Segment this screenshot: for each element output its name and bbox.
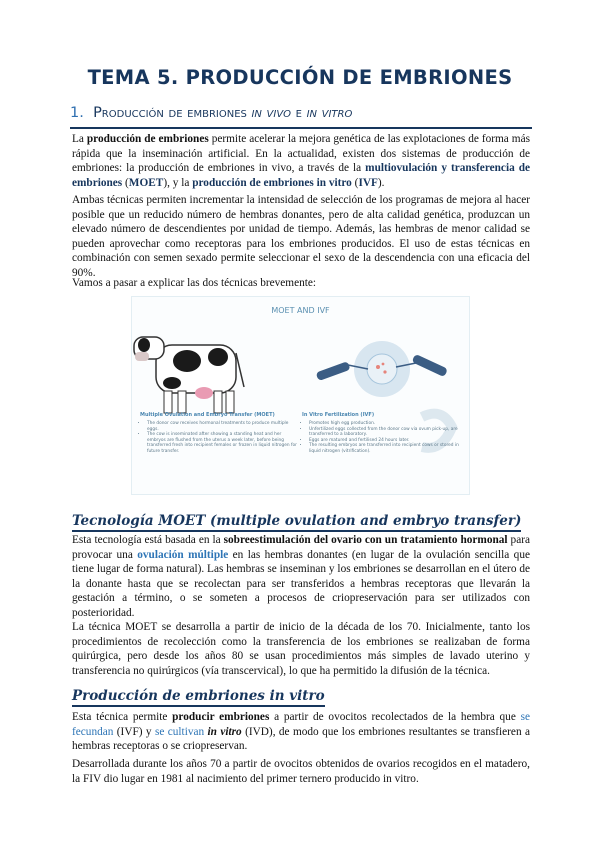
list-item: • Eggs are matured and fertilised 24 hours later. xyxy=(309,438,459,444)
list-item: • Promotes high egg production. xyxy=(309,421,459,427)
moet-list xyxy=(140,421,297,455)
text: ), y la xyxy=(163,176,193,189)
heading-text: Producción de embriones in vitro xyxy=(72,688,325,704)
section-heading-italic-1: in vivo xyxy=(251,105,292,121)
text: Esta tecnología está basada en la xyxy=(72,534,224,546)
paragraph-in-vitro xyxy=(72,710,530,754)
abbr-ivf: IVF xyxy=(358,176,378,189)
text: para provocar una xyxy=(72,534,530,561)
moet-ivf-figure xyxy=(131,296,470,495)
section-number: 1. xyxy=(70,105,84,121)
list-item: • The donor cow receives hormonal treatments to produce multiple eggs. xyxy=(147,421,297,432)
abbr-moet: MOET xyxy=(128,176,164,189)
text: (IVD), de modo que los embriones resultantes se transfieren a hembras receptoras o se criopreservan. xyxy=(72,725,530,753)
paragraph-benefits: Ambas técnicas permiten incrementar la intensidad de selección de los programas de mejora al hacer posible que un reducido número de hembras donantes, pero de alta calidad genética, produzcan un elevado número de descendientes por unidad de tiempo. Además, las hembras de menor calidad se pueden aprovechar como receptoras para los embriones producidos. El uso de estas técnicas en combinación con semen sexado permite seleccionar el sexo de la descendencia con una eficacia del 90%. xyxy=(72,194,530,279)
text: en las hembras donantes (en lugar de la ovulación sencilla que tiene lugar de forma natural). Las hembras se inseminan y los embriones se desarrollan en el útero de la donante hasta que se recolectan para ser transferidos a hembras receptoras que llevarán la gestación a término, o se someten a procesos de criopreservación para ser utilizados con posterioridad. xyxy=(72,548,530,619)
figure-illustration xyxy=(132,297,469,494)
section-heading-italic-2: in vitro xyxy=(306,105,353,121)
text: ). xyxy=(377,176,385,189)
paragraph-fiv-history: Desarrollada durante los años 70 a partir de ovocitos obtenidos de ovarios recogidos en el matadero, la FIV dio lugar en 1981 al nacimiento del primer ternero producido in vitro. xyxy=(72,758,530,785)
highlight-ivf: producción de embriones in vitro xyxy=(192,176,352,189)
ivf-column-title: In Vitro Fertilization (IVF) xyxy=(302,412,375,418)
moet-column-title: Multiple Ovulation and Embryo Transfer (MOET) xyxy=(140,412,275,418)
list-item: • The cow is inseminated after showing a standing heat and her embryos are flushed from the uterus a week later, before being transferred fresh into recipient females or frozen in liquid nitrogen for future transfer. xyxy=(147,432,297,454)
paragraph-moet-history: La técnica MOET se desarrolla a partir de inicio de la década de los 70. Inicialmente, tanto los procedimientos de recolección como la transferencia de los embriones se realizaban de forma quirúrgica, pero desde los años 80 se usan procedimientos más simples de lavado uterino y transferencia no quirúrgicos (vía transcervical), lo que ha permitido la difusión de la técnica. xyxy=(72,621,530,677)
bold-italic-text: in vitro xyxy=(207,725,242,738)
section-heading-moet xyxy=(72,513,521,532)
ivf-illustration xyxy=(316,341,448,397)
text: ( xyxy=(351,176,359,189)
text: permite acelerar la mejora genética de las explotaciones de forma más rápida que la inseminación artificial. En la actualidad, existen dos sistemas de producción de embriones: la producción de embriones in vivo, a través de la xyxy=(72,133,530,175)
highlight-ovulation: ovulación múltiple xyxy=(137,548,229,561)
intro-paragraph xyxy=(72,132,530,190)
cow-illustration xyxy=(134,337,244,413)
bold-text: sobreestimulación del ovario con un tratamiento hormonal xyxy=(223,534,508,546)
highlight-moet: multiovulación y transferencia de embriones xyxy=(72,162,531,189)
ivf-list xyxy=(302,421,459,455)
section-heading-text: Producción de embriones xyxy=(93,105,247,121)
section-underline xyxy=(70,127,532,129)
bold-text: producir embriones xyxy=(172,711,270,723)
paragraph-moet-technique xyxy=(72,533,530,621)
text: (IVF) y xyxy=(113,725,155,738)
highlight-cultivan: se cultivan xyxy=(154,725,205,738)
section-heading-conj: e xyxy=(295,105,302,121)
list-item: • Unfertilized eggs collected from the donor cow via ovum pick-up, are transferred to a laboratory. xyxy=(309,427,459,438)
text: a partir de ovocitos recolectados de la hembra que xyxy=(269,711,521,723)
section-heading-1 xyxy=(70,105,352,121)
highlight-fecundan: se fecundan xyxy=(72,711,530,738)
figure-heading: MOET AND IVF xyxy=(271,306,330,315)
heading-underline xyxy=(72,530,521,532)
heading-underline xyxy=(72,705,325,707)
text: La xyxy=(72,133,87,145)
text: ( xyxy=(122,176,129,189)
text: Esta técnica permite xyxy=(72,711,173,723)
list-item: • The resulting embryos are transferred into recipient cows or stored in liquid nitrogen (vitrification). xyxy=(309,443,459,454)
page-title: TEMA 5. PRODUCCIÓN DE EMBRIONES xyxy=(87,66,513,89)
heading-text: Tecnología MOET (multiple ovulation and embryo transfer) xyxy=(72,513,522,529)
paragraph-intro-techniques: Vamos a pasar a explicar las dos técnicas brevemente: xyxy=(72,277,317,289)
section-heading-in-vitro xyxy=(72,688,325,707)
bold-text: producción de embriones xyxy=(86,133,209,145)
